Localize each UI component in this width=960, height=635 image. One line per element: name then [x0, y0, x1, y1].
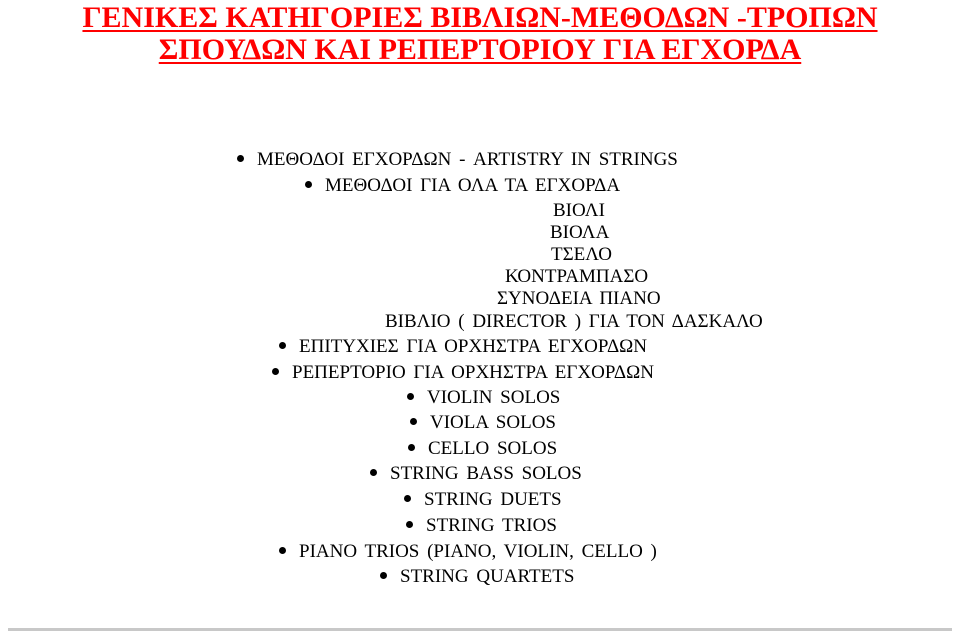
- bullet-icon: [370, 469, 377, 476]
- bullet-icon: [279, 547, 286, 554]
- list-item-text: ΒΙΟΛΙ: [553, 200, 605, 221]
- list-item: [0, 360, 960, 386]
- list-item-text: ΒΙΒΛΙΟ ( DIRECTOR ) ΓΙΑ ΤΟΝ ΔΑΣΚΑΛΟ: [385, 311, 763, 332]
- list-item: [0, 173, 960, 199]
- list-item: [0, 309, 960, 335]
- list-item-text: ΒΙΟΛΑ: [550, 222, 610, 243]
- list-item: [0, 461, 960, 487]
- bullet-icon: [410, 418, 417, 425]
- list-item: [0, 564, 960, 590]
- list-item-text: STRING TRIOS: [426, 515, 557, 536]
- bullet-icon: [272, 368, 279, 375]
- list-item-text: VIOLA SOLOS: [430, 412, 556, 433]
- list-item-text: ΜΕΘΟΔΟΙ ΕΓΧΟΡΔΩΝ - ARTISTRY IN STRINGS: [257, 149, 678, 170]
- list-item: [0, 385, 960, 411]
- list-item-text: VIOLIN SOLOS: [427, 387, 561, 408]
- list-item-text: CELLO SOLOS: [428, 438, 558, 459]
- list-item: [0, 436, 960, 462]
- bullet-icon: [407, 393, 414, 400]
- list-item-text: ΜΕΘΟΔΟΙ ΓΙΑ ΟΛΑ ΤΑ ΕΓΧΟΡΔΑ: [325, 175, 621, 196]
- bullet-icon: [408, 444, 415, 451]
- title-line-1: ΓΕΝΙΚΕΣ ΚΑΤΗΓΟΡΙΕΣ ΒΙΒΛΙΩΝ-ΜΕΘΟΔΩΝ -ΤΡΟΠΩΝ: [82, 1, 878, 34]
- footer-divider: [8, 628, 952, 631]
- bullet-icon: [305, 181, 312, 188]
- bullet-icon: [237, 155, 244, 162]
- list-item-text: ΤΣΕΛΟ: [551, 244, 612, 265]
- list-item-text: ΡΕΠΕΡΤΟΡΙΟ ΓΙΑ ΟΡΧΗΣΤΡΑ ΕΓΧΟΡΔΩΝ: [292, 362, 654, 383]
- list-item-text: STRING BASS SOLOS: [390, 463, 582, 484]
- list-item: [0, 334, 960, 360]
- list-item: [0, 487, 960, 513]
- list-item: [0, 539, 960, 565]
- list-item-text: PIANO TRIOS (PIANO, VIOLIN, CELLO ): [299, 541, 657, 562]
- bullet-icon: [380, 572, 387, 579]
- list-item-text: ΣΥΝΟΔΕΙΑ ΠΙΑΝΟ: [497, 288, 661, 309]
- list-item-text: STRING QUARTETS: [400, 566, 575, 587]
- list-item-text: STRING DUETS: [424, 489, 562, 510]
- bullet-icon: [279, 342, 286, 349]
- title-line-2: ΣΠΟΥΔΩΝ ΚΑΙ ΡΕΠΕΡΤΟΡΙΟΥ ΓΙΑ ΕΓΧΟΡΔΑ: [158, 33, 802, 66]
- list-item: [0, 513, 960, 539]
- list-item-text: ΚΟΝΤΡΑΜΠΑΣΟ: [505, 266, 649, 287]
- bullet-icon: [404, 495, 411, 502]
- list-item-text: ΕΠΙΤΥΧΙΕΣ ΓΙΑ ΟΡΧΗΣΤΡΑ ΕΓΧΟΡΔΩΝ: [299, 336, 648, 357]
- list-item: [0, 147, 960, 173]
- list-item: [0, 410, 960, 436]
- bullet-icon: [406, 521, 413, 528]
